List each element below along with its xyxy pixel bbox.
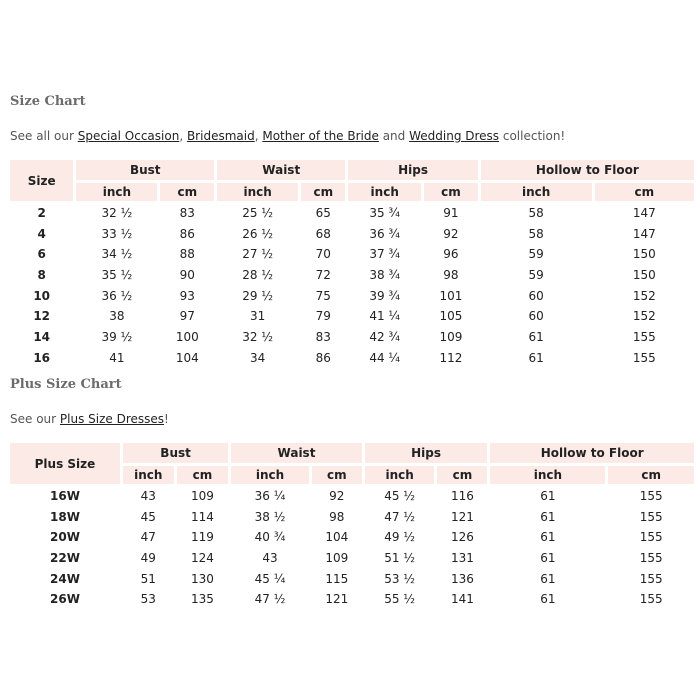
measurement-cell: 155 [608, 549, 694, 567]
unit-header: inch [123, 466, 174, 484]
size-cell: 16 [10, 349, 73, 367]
size-column-header: Size [10, 160, 73, 201]
measurement-cell: 104 [160, 349, 214, 367]
size-cell: 2 [10, 204, 73, 222]
measurement-cell: 105 [424, 307, 478, 325]
measurement-cell: 131 [437, 549, 487, 567]
measurement-cell: 116 [437, 487, 487, 505]
size-cell: 20W [10, 528, 120, 546]
measurement-cell: 61 [481, 328, 592, 346]
table-header-groups [10, 443, 694, 463]
measurement-cell: 93 [160, 287, 214, 305]
measurement-cell: 155 [608, 570, 694, 588]
measurement-cell: 104 [312, 528, 362, 546]
measurement-cell: 26 ½ [217, 225, 298, 243]
measurement-cell: 43 [123, 487, 174, 505]
measurement-cell: 59 [481, 245, 592, 263]
table-row [10, 204, 694, 222]
measurement-cell: 155 [608, 487, 694, 505]
measurement-cell: 58 [481, 204, 592, 222]
measurement-cell: 130 [177, 570, 229, 588]
plus-size-chart-body [10, 487, 694, 608]
size-cell: 22W [10, 549, 120, 567]
measurement-cell: 28 ½ [217, 266, 298, 284]
table-row [10, 225, 694, 243]
intro-separator: , [179, 129, 187, 143]
measurement-cell: 47 ½ [365, 508, 435, 526]
measurement-cell: 39 ¾ [348, 287, 421, 305]
hips-header: Hips [348, 160, 477, 180]
measurement-cell: 29 ½ [217, 287, 298, 305]
size-cell: 10 [10, 287, 73, 305]
measurement-cell: 45 ½ [365, 487, 435, 505]
measurement-cell: 72 [301, 266, 345, 284]
measurement-cell: 152 [595, 287, 694, 305]
waist-header: Waist [217, 160, 345, 180]
measurement-cell: 109 [312, 549, 362, 567]
measurement-cell: 53 ½ [365, 570, 435, 588]
table-row [10, 487, 694, 505]
measurement-cell: 136 [437, 570, 487, 588]
measurement-cell: 97 [160, 307, 214, 325]
unit-header: inch [481, 183, 592, 201]
measurement-cell: 38 [76, 307, 157, 325]
measurement-cell: 40 ¾ [231, 528, 309, 546]
table-header-units [10, 183, 694, 201]
measurement-cell: 98 [312, 508, 362, 526]
plus-size-intro [10, 412, 169, 426]
unit-header: inch [217, 183, 298, 201]
measurement-cell: 150 [595, 266, 694, 284]
plus-size-chart-table [7, 440, 697, 611]
table-row [10, 570, 694, 588]
table-row [10, 528, 694, 546]
measurement-cell: 53 [123, 590, 174, 608]
size-cell: 24W [10, 570, 120, 588]
measurement-cell: 61 [490, 590, 605, 608]
unit-header: cm [595, 183, 694, 201]
plus-size-column-header: Plus Size [10, 443, 120, 484]
measurement-cell: 83 [301, 328, 345, 346]
unit-header: inch [76, 183, 157, 201]
measurement-cell: 34 ½ [76, 245, 157, 263]
measurement-cell: 155 [608, 528, 694, 546]
table-row [10, 590, 694, 608]
hollow-to-floor-header: Hollow to Floor [490, 443, 694, 463]
size-chart-table [7, 157, 697, 370]
table-row [10, 508, 694, 526]
intro-suffix: collection! [499, 129, 566, 143]
measurement-cell: 31 [217, 307, 298, 325]
measurement-cell: 41 ¼ [348, 307, 421, 325]
size-cell: 16W [10, 487, 120, 505]
unit-header: cm [424, 183, 478, 201]
table-header-groups [10, 160, 694, 180]
measurement-cell: 43 [231, 549, 309, 567]
measurement-cell: 51 [123, 570, 174, 588]
measurement-cell: 91 [424, 204, 478, 222]
measurement-cell: 98 [424, 266, 478, 284]
measurement-cell: 109 [424, 328, 478, 346]
measurement-cell: 47 [123, 528, 174, 546]
measurement-cell: 96 [424, 245, 478, 263]
measurement-cell: 32 ½ [76, 204, 157, 222]
measurement-cell: 27 ½ [217, 245, 298, 263]
measurement-cell: 45 ¼ [231, 570, 309, 588]
hollow-to-floor-header: Hollow to Floor [481, 160, 694, 180]
intro-suffix: ! [164, 412, 169, 426]
measurement-cell: 36 ¼ [231, 487, 309, 505]
intro-prefix: See all our [10, 129, 78, 143]
intro-and: and [378, 129, 410, 143]
measurement-cell: 114 [177, 508, 229, 526]
hips-header: Hips [365, 443, 488, 463]
measurement-cell: 36 ¾ [348, 225, 421, 243]
table-row [10, 266, 694, 284]
measurement-cell: 83 [160, 204, 214, 222]
measurement-cell: 60 [481, 287, 592, 305]
measurement-cell: 121 [312, 590, 362, 608]
table-row [10, 549, 694, 567]
measurement-cell: 35 ¾ [348, 204, 421, 222]
measurement-cell: 147 [595, 225, 694, 243]
measurement-cell: 79 [301, 307, 345, 325]
measurement-cell: 124 [177, 549, 229, 567]
unit-header: cm [312, 466, 362, 484]
measurement-cell: 135 [177, 590, 229, 608]
measurement-cell: 152 [595, 307, 694, 325]
measurement-cell: 58 [481, 225, 592, 243]
measurement-cell: 155 [608, 590, 694, 608]
measurement-cell: 35 ½ [76, 266, 157, 284]
unit-header: inch [231, 466, 309, 484]
measurement-cell: 61 [490, 528, 605, 546]
special-occasion-link[interactable]: Special Occasion [77, 129, 180, 143]
measurement-cell: 61 [490, 570, 605, 588]
bridesmaid-link[interactable]: Bridesmaid [186, 129, 255, 143]
plus-size-chart-title: Plus Size Chart [10, 377, 122, 392]
measurement-cell: 147 [595, 204, 694, 222]
wedding-dress-link[interactable]: Wedding Dress [409, 129, 500, 143]
measurement-cell: 121 [437, 508, 487, 526]
table-row [10, 307, 694, 325]
unit-header: cm [608, 466, 694, 484]
measurement-cell: 88 [160, 245, 214, 263]
measurement-cell: 115 [312, 570, 362, 588]
measurement-cell: 51 ½ [365, 549, 435, 567]
waist-header: Waist [231, 443, 362, 463]
measurement-cell: 112 [424, 349, 478, 367]
measurement-cell: 100 [160, 328, 214, 346]
table-row [10, 349, 694, 367]
unit-header: inch [490, 466, 605, 484]
size-chart-title: Size Chart [10, 94, 86, 109]
measurement-cell: 47 ½ [231, 590, 309, 608]
unit-header: cm [437, 466, 487, 484]
unit-header: cm [301, 183, 345, 201]
measurement-cell: 109 [177, 487, 229, 505]
measurement-cell: 61 [481, 349, 592, 367]
measurement-cell: 61 [490, 508, 605, 526]
measurement-cell: 55 ½ [365, 590, 435, 608]
plus-size-dresses-link[interactable]: Plus Size Dresses [59, 412, 165, 426]
measurement-cell: 60 [481, 307, 592, 325]
measurement-cell: 32 ½ [217, 328, 298, 346]
size-cell: 4 [10, 225, 73, 243]
measurement-cell: 155 [608, 508, 694, 526]
measurement-cell: 92 [312, 487, 362, 505]
size-cell: 14 [10, 328, 73, 346]
mother-of-the-bride-link[interactable]: Mother of the Bride [262, 129, 379, 143]
measurement-cell: 38 ½ [231, 508, 309, 526]
measurement-cell: 86 [160, 225, 214, 243]
measurement-cell: 126 [437, 528, 487, 546]
table-row [10, 287, 694, 305]
unit-header: inch [365, 466, 435, 484]
size-cell: 8 [10, 266, 73, 284]
measurement-cell: 86 [301, 349, 345, 367]
unit-header: cm [177, 466, 229, 484]
size-cell: 6 [10, 245, 73, 263]
measurement-cell: 39 ½ [76, 328, 157, 346]
measurement-cell: 141 [437, 590, 487, 608]
measurement-cell: 37 ¾ [348, 245, 421, 263]
measurement-cell: 41 [76, 349, 157, 367]
size-chart-intro [10, 129, 565, 143]
measurement-cell: 65 [301, 204, 345, 222]
unit-header: inch [348, 183, 421, 201]
measurement-cell: 75 [301, 287, 345, 305]
unit-header: cm [160, 183, 214, 201]
measurement-cell: 61 [490, 487, 605, 505]
measurement-cell: 155 [595, 328, 694, 346]
measurement-cell: 59 [481, 266, 592, 284]
measurement-cell: 36 ½ [76, 287, 157, 305]
intro-prefix: See our [10, 412, 60, 426]
measurement-cell: 44 ¼ [348, 349, 421, 367]
bust-header: Bust [76, 160, 214, 180]
table-row [10, 245, 694, 263]
measurement-cell: 119 [177, 528, 229, 546]
table-row [10, 328, 694, 346]
size-chart-body [10, 204, 694, 367]
measurement-cell: 90 [160, 266, 214, 284]
size-cell: 26W [10, 590, 120, 608]
measurement-cell: 45 [123, 508, 174, 526]
measurement-cell: 101 [424, 287, 478, 305]
measurement-cell: 92 [424, 225, 478, 243]
size-cell: 12 [10, 307, 73, 325]
measurement-cell: 33 ½ [76, 225, 157, 243]
intro-separator: , [254, 129, 263, 143]
measurement-cell: 155 [595, 349, 694, 367]
measurement-cell: 61 [490, 549, 605, 567]
measurement-cell: 42 ¾ [348, 328, 421, 346]
measurement-cell: 49 [123, 549, 174, 567]
measurement-cell: 34 [217, 349, 298, 367]
measurement-cell: 38 ¾ [348, 266, 421, 284]
size-cell: 18W [10, 508, 120, 526]
measurement-cell: 68 [301, 225, 345, 243]
measurement-cell: 25 ½ [217, 204, 298, 222]
measurement-cell: 49 ½ [365, 528, 435, 546]
measurement-cell: 70 [301, 245, 345, 263]
bust-header: Bust [123, 443, 228, 463]
measurement-cell: 150 [595, 245, 694, 263]
